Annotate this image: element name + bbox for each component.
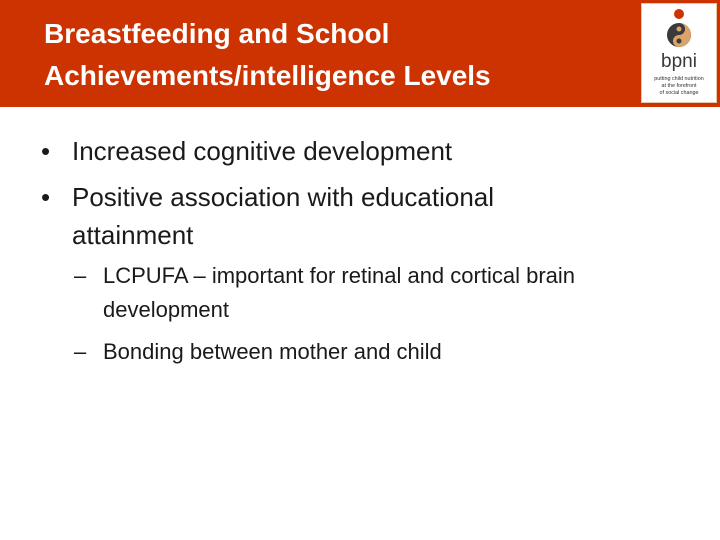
- sub-bullet-mark: –: [74, 263, 87, 288]
- sub-bullet-item: [74, 334, 442, 370]
- sub-bullet-item: [74, 258, 576, 294]
- bullet-continuation: [72, 218, 193, 252]
- bullet-item: [41, 134, 453, 168]
- logo-tagline-2: at the forefront: [661, 83, 697, 89]
- bullet-text: attainment: [72, 220, 194, 250]
- logo-wordmark: bpni: [661, 51, 697, 72]
- logo-tagline-1: putting child nutrition: [654, 76, 704, 82]
- slide-title-line-2: Achievements/intelligence Levels: [44, 60, 491, 91]
- sub-bullet-text: development: [103, 297, 229, 322]
- bullet-item: [41, 180, 495, 214]
- slide-title-line-1: Breastfeeding and School: [44, 18, 390, 49]
- sub-bullet-continuation: [103, 292, 229, 328]
- bullet-text: Increased cognitive development: [72, 136, 453, 166]
- sub-bullet-text: Bonding between mother and child: [103, 339, 442, 364]
- sub-bullet-text: LCPUFA – important for retinal and cortical brain: [103, 263, 576, 288]
- bullet-mark: •: [41, 182, 51, 212]
- bullet-text: Positive association with educational: [72, 182, 495, 212]
- sub-bullet-mark: –: [74, 339, 87, 364]
- bullet-mark: •: [41, 136, 51, 166]
- logo-tagline-3: of social change: [659, 90, 699, 96]
